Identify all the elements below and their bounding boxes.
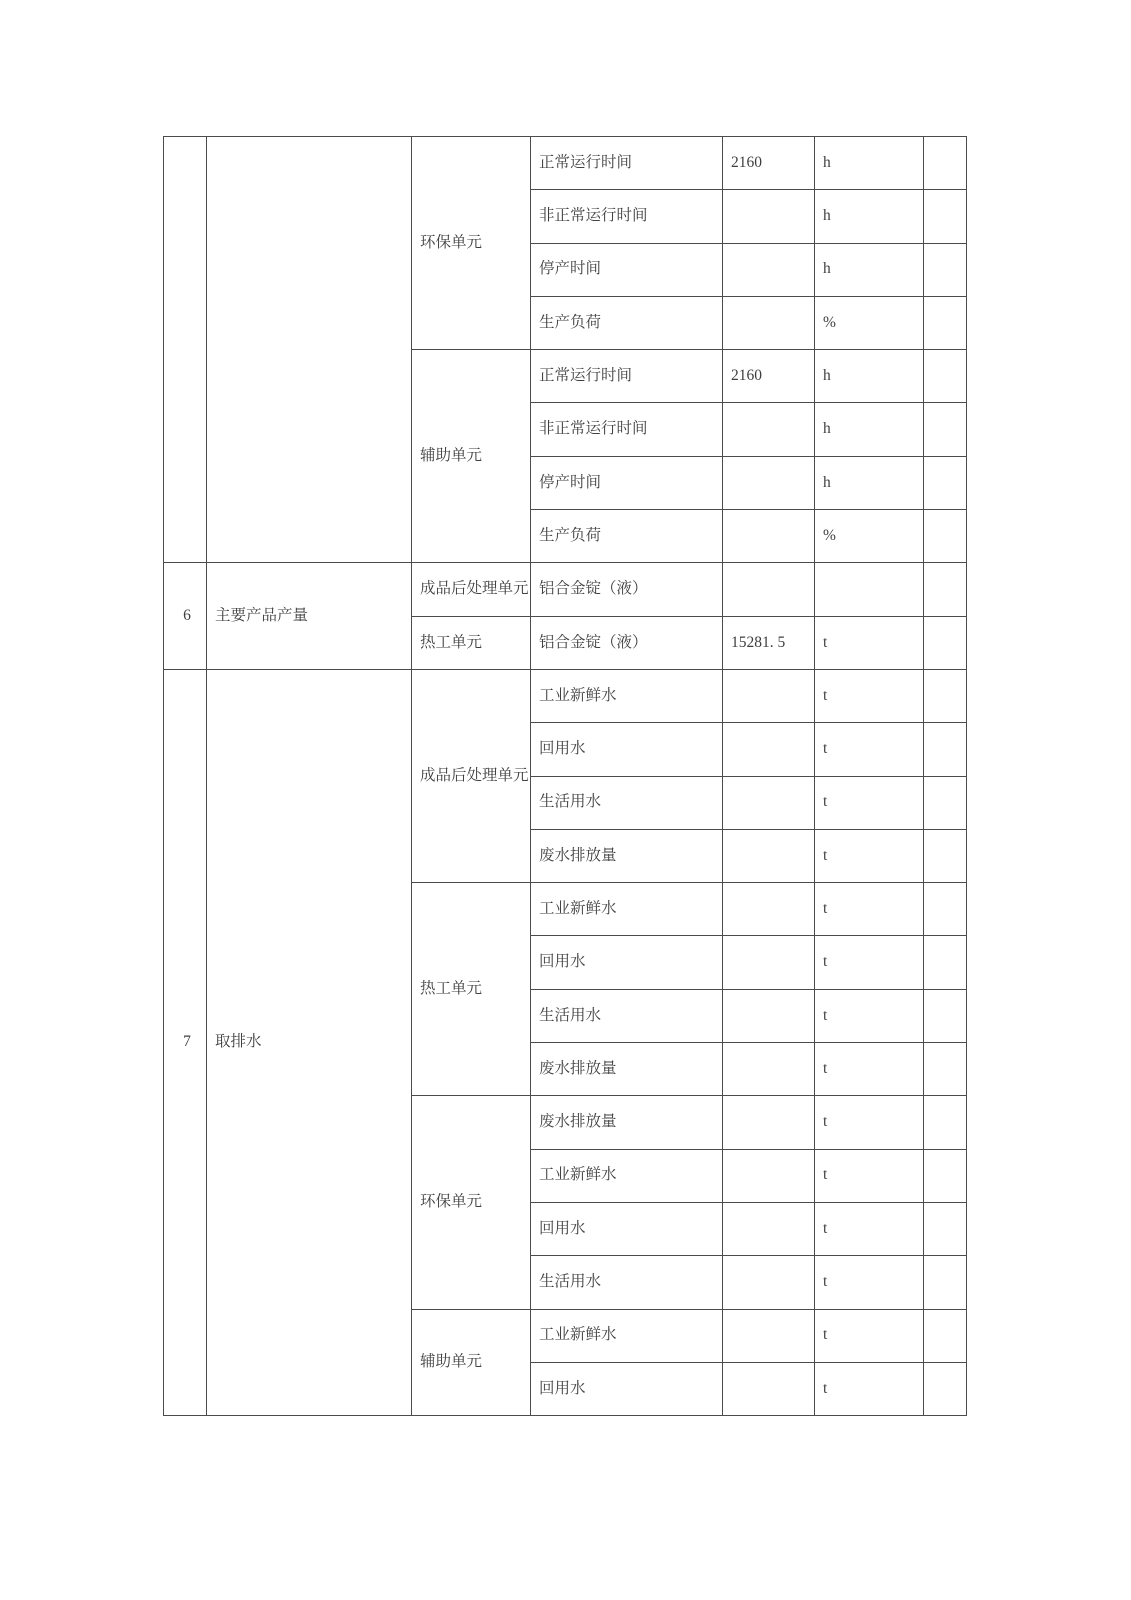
- item-cell: 回用水: [531, 936, 723, 989]
- unit-cell: h: [815, 456, 924, 509]
- value-cell: [723, 190, 815, 243]
- section-category-cell: 主要产品产量: [207, 563, 412, 670]
- unit-cell: t: [815, 883, 924, 936]
- value-cell: [723, 1362, 815, 1415]
- unit-group-cell: 辅助单元: [412, 350, 531, 563]
- unit-cell: t: [815, 723, 924, 776]
- value-cell: [723, 243, 815, 296]
- section-category-cell: [207, 137, 412, 563]
- value-cell: [723, 723, 815, 776]
- unit-group-cell: 热工单元: [412, 883, 531, 1096]
- table-row: [164, 669, 967, 722]
- unit-cell: h: [815, 350, 924, 403]
- value-cell: 2160: [723, 137, 815, 190]
- value-cell: [723, 1149, 815, 1202]
- remark-cell: [924, 883, 967, 936]
- remark-cell: [924, 669, 967, 722]
- unit-group-cell: 成品后处理单元: [412, 563, 531, 616]
- item-cell: 生活用水: [531, 1256, 723, 1309]
- remark-cell: [924, 456, 967, 509]
- item-cell: 回用水: [531, 723, 723, 776]
- remark-cell: [924, 776, 967, 829]
- value-cell: [723, 563, 815, 616]
- item-cell: 生活用水: [531, 989, 723, 1042]
- remark-cell: [924, 296, 967, 349]
- item-cell: 非正常运行时间: [531, 190, 723, 243]
- unit-cell: t: [815, 1256, 924, 1309]
- unit-cell: t: [815, 669, 924, 722]
- unit-cell: %: [815, 296, 924, 349]
- remark-cell: [924, 1202, 967, 1255]
- unit-cell: t: [815, 776, 924, 829]
- unit-cell: h: [815, 137, 924, 190]
- remark-cell: [924, 1043, 967, 1096]
- item-cell: 工业新鲜水: [531, 669, 723, 722]
- unit-cell: t: [815, 936, 924, 989]
- production-data-table: [163, 136, 967, 1416]
- unit-group-cell: 环保单元: [412, 137, 531, 350]
- item-cell: 停产时间: [531, 243, 723, 296]
- unit-group-cell: 环保单元: [412, 1096, 531, 1309]
- value-cell: [723, 936, 815, 989]
- unit-cell: %: [815, 510, 924, 563]
- section-index-cell: 6: [164, 563, 207, 670]
- remark-cell: [924, 1256, 967, 1309]
- value-cell: [723, 510, 815, 563]
- value-cell: 15281. 5: [723, 616, 815, 669]
- remark-cell: [924, 350, 967, 403]
- item-cell: 铝合金锭（液）: [531, 563, 723, 616]
- remark-cell: [924, 616, 967, 669]
- item-cell: 回用水: [531, 1202, 723, 1255]
- unit-group-cell: 热工单元: [412, 616, 531, 669]
- item-cell: 废水排放量: [531, 1096, 723, 1149]
- value-cell: [723, 776, 815, 829]
- value-cell: [723, 1256, 815, 1309]
- remark-cell: [924, 989, 967, 1042]
- item-cell: 停产时间: [531, 456, 723, 509]
- item-cell: 正常运行时间: [531, 137, 723, 190]
- item-cell: 正常运行时间: [531, 350, 723, 403]
- table-row: [164, 563, 967, 616]
- section-category-cell: 取排水: [207, 669, 412, 1415]
- value-cell: [723, 669, 815, 722]
- item-cell: 非正常运行时间: [531, 403, 723, 456]
- value-cell: 2160: [723, 350, 815, 403]
- item-cell: 工业新鲜水: [531, 883, 723, 936]
- remark-cell: [924, 1096, 967, 1149]
- remark-cell: [924, 563, 967, 616]
- value-cell: [723, 296, 815, 349]
- item-cell: 生活用水: [531, 776, 723, 829]
- remark-cell: [924, 723, 967, 776]
- unit-cell: h: [815, 403, 924, 456]
- unit-cell: [815, 563, 924, 616]
- value-cell: [723, 1043, 815, 1096]
- table-body: [164, 137, 967, 1416]
- unit-cell: t: [815, 829, 924, 882]
- remark-cell: [924, 190, 967, 243]
- value-cell: [723, 1202, 815, 1255]
- unit-group-cell: 辅助单元: [412, 1309, 531, 1416]
- unit-cell: t: [815, 1202, 924, 1255]
- unit-cell: t: [815, 1309, 924, 1362]
- unit-cell: t: [815, 989, 924, 1042]
- value-cell: [723, 989, 815, 1042]
- remark-cell: [924, 243, 967, 296]
- value-cell: [723, 403, 815, 456]
- item-cell: 生产负荷: [531, 510, 723, 563]
- item-cell: 回用水: [531, 1362, 723, 1415]
- table-row: [164, 137, 967, 190]
- remark-cell: [924, 510, 967, 563]
- item-cell: 生产负荷: [531, 296, 723, 349]
- unit-cell: t: [815, 1362, 924, 1415]
- value-cell: [723, 456, 815, 509]
- remark-cell: [924, 137, 967, 190]
- unit-cell: h: [815, 243, 924, 296]
- section-index-cell: [164, 137, 207, 563]
- section-index-cell: 7: [164, 669, 207, 1415]
- remark-cell: [924, 1149, 967, 1202]
- item-cell: 工业新鲜水: [531, 1149, 723, 1202]
- remark-cell: [924, 829, 967, 882]
- value-cell: [723, 1096, 815, 1149]
- unit-cell: h: [815, 190, 924, 243]
- unit-cell: t: [815, 1149, 924, 1202]
- unit-cell: t: [815, 1043, 924, 1096]
- value-cell: [723, 883, 815, 936]
- item-cell: 废水排放量: [531, 829, 723, 882]
- remark-cell: [924, 1309, 967, 1362]
- value-cell: [723, 829, 815, 882]
- remark-cell: [924, 403, 967, 456]
- value-cell: [723, 1309, 815, 1362]
- item-cell: 废水排放量: [531, 1043, 723, 1096]
- item-cell: 铝合金锭（液）: [531, 616, 723, 669]
- item-cell: 工业新鲜水: [531, 1309, 723, 1362]
- unit-group-cell: 成品后处理单元: [412, 669, 531, 882]
- unit-cell: t: [815, 1096, 924, 1149]
- unit-cell: t: [815, 616, 924, 669]
- remark-cell: [924, 936, 967, 989]
- remark-cell: [924, 1362, 967, 1415]
